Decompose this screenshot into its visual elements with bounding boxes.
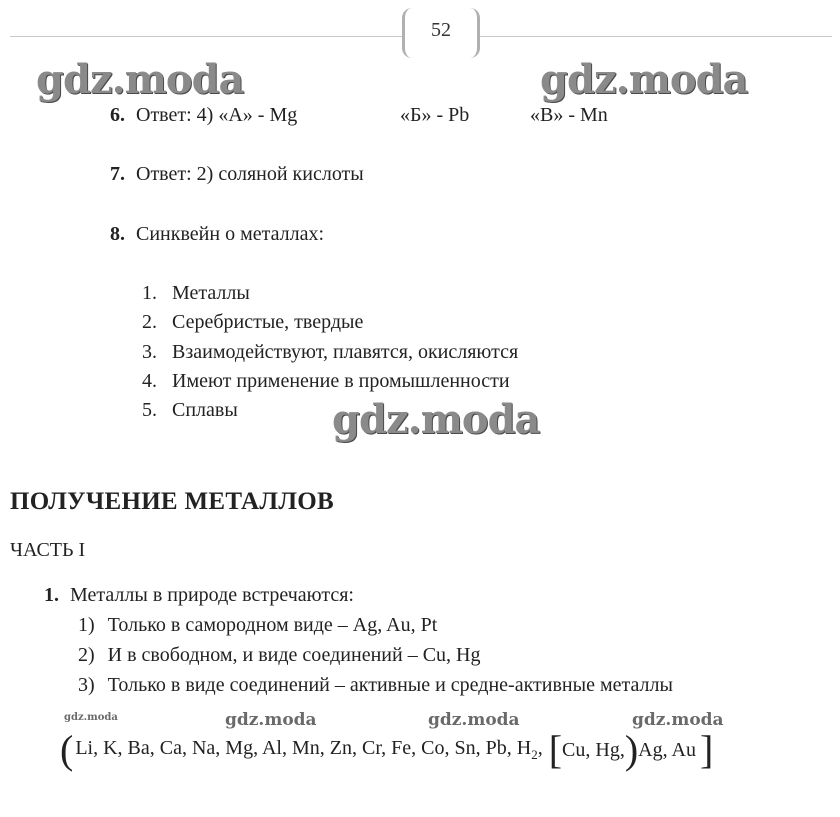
list-item-number: 4.: [142, 370, 157, 392]
metal-list: Li, K, Ba, Ca, Na, Mg, Al, Mn, Zn, Cr, Fe, Co, Sn, Pb, H: [75, 737, 532, 759]
option-item: [78, 674, 673, 697]
watermark: gdz.moda: [64, 712, 118, 723]
question-1: [44, 584, 354, 607]
metal-group-noble: Ag, Au: [638, 738, 696, 761]
answer-number: 8.: [110, 223, 125, 245]
list-item-text: Сплавы: [172, 399, 238, 421]
answer-6-c: «В» - Mn: [530, 104, 608, 126]
option-text: Только в самородном виде – Ag, Au, Pt: [107, 614, 438, 636]
list-item-text: Имеют применение в промышленности: [172, 370, 510, 392]
list-item: [142, 341, 518, 364]
option-text: Только в виде соединений – активные и средне-активные металлы: [107, 674, 673, 696]
answer-number: 7.: [110, 163, 125, 185]
watermark: gdz.moda: [36, 56, 244, 103]
header-rule-left: [10, 36, 402, 37]
hydrogen-subscript: 2: [531, 747, 538, 762]
answer-8: [110, 223, 324, 246]
option-item: [78, 644, 480, 667]
list-item: [142, 311, 363, 334]
list-item: [142, 370, 510, 393]
option-text: И в свободном, и виде соединений – Cu, Hg: [107, 644, 481, 666]
metal-group-active: [75, 737, 542, 763]
close-paren: ): [624, 727, 639, 772]
watermark: gdz.moda: [540, 56, 748, 103]
header-rule-right: [480, 36, 832, 37]
option-number: 3): [78, 674, 95, 696]
part-title: ЧАСТЬ I: [10, 539, 86, 561]
option-number: 2): [78, 644, 95, 666]
option-number: 1): [78, 614, 95, 636]
open-paren: (: [60, 727, 74, 772]
list-item-text: Металлы: [172, 282, 250, 304]
list-item: [142, 399, 238, 422]
watermark: gdz.moda: [428, 710, 520, 730]
answer-6-b: «Б» - Pb: [400, 104, 470, 126]
list-item: [142, 282, 250, 305]
watermark: gdz.moda: [632, 710, 724, 730]
answer-number: 6.: [110, 104, 125, 126]
question-number: 1.: [44, 584, 59, 606]
separator: ,: [537, 737, 543, 759]
answer-6: [110, 104, 297, 127]
list-item-text: Серебристые, твердые: [172, 311, 364, 333]
metal-activity-series: [60, 727, 714, 772]
list-item-text: Взаимодействуют, плавятся, окисляются: [172, 341, 519, 363]
list-item-number: 3.: [142, 341, 157, 363]
section-title: ПОЛУЧЕНИЕ МЕТАЛЛОВ: [10, 488, 334, 515]
watermark: gdz.moda: [332, 396, 540, 443]
close-bracket: ]: [699, 727, 714, 772]
answer-text: Ответ: 4) «А» - Mg: [136, 104, 298, 126]
list-item-number: 5.: [142, 399, 157, 421]
question-text: Металлы в природе встречаются:: [70, 584, 354, 606]
option-item: [78, 614, 437, 637]
answer-text: Ответ: 2) соляной кислоты: [136, 163, 364, 185]
metal-group-middle: Cu, Hg,: [562, 738, 625, 761]
list-item-number: 1.: [142, 282, 157, 304]
answer-7: [110, 163, 364, 186]
open-bracket: [: [548, 727, 563, 772]
watermark: gdz.moda: [225, 710, 317, 730]
list-item-number: 2.: [142, 311, 157, 333]
page-number: 52: [402, 8, 480, 58]
answer-text: Синквейн о металлах:: [136, 223, 325, 245]
